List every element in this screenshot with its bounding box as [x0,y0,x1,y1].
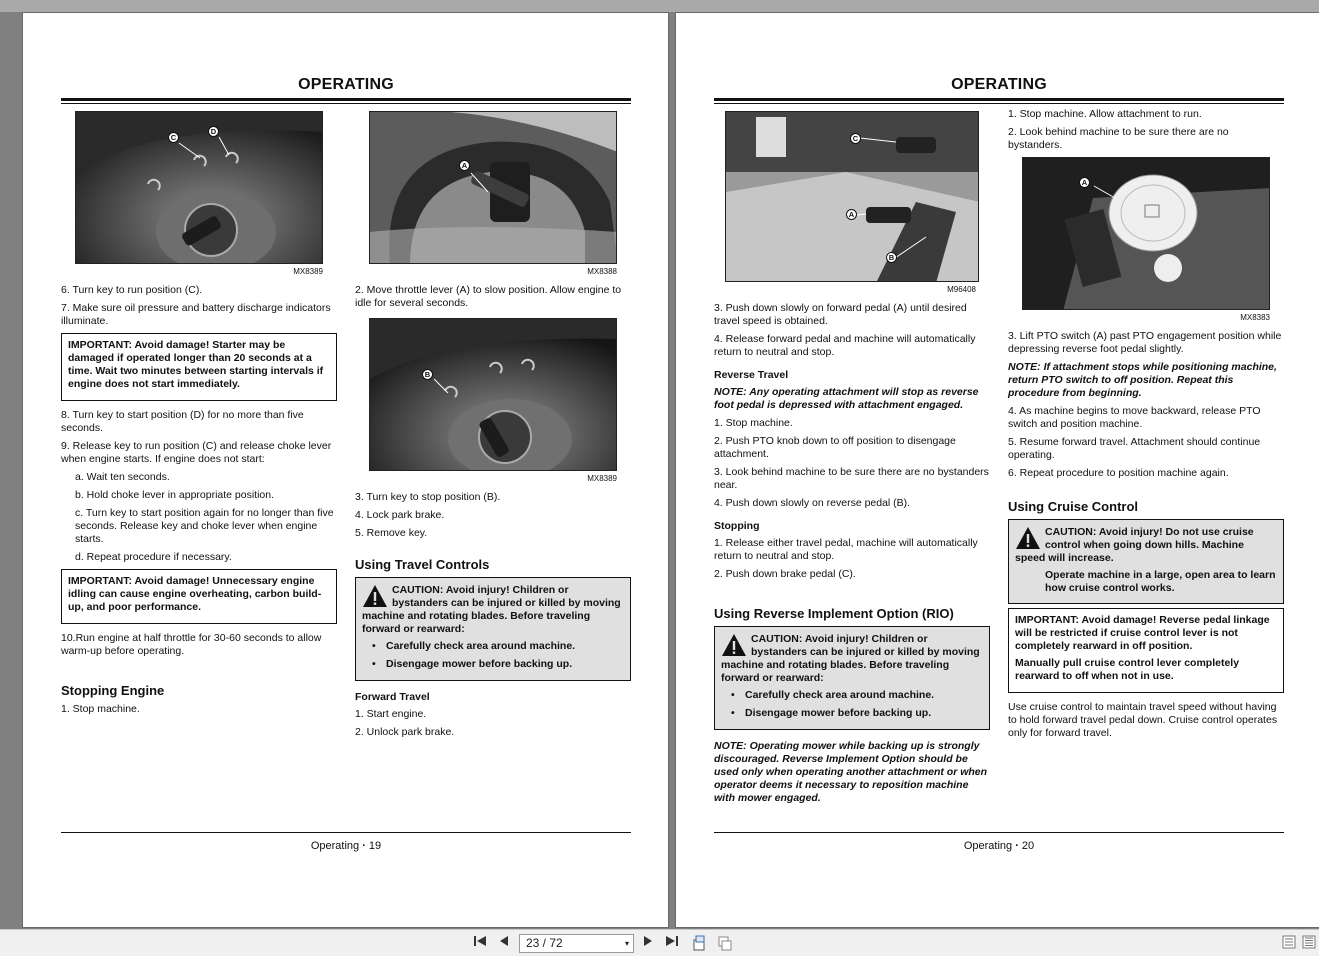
page-layout-icon[interactable] [1280,935,1298,952]
section-heading: Stopping Engine [61,683,165,698]
step-text: 3. Turn key to stop position (B). [355,491,501,503]
step-text: 1. Stop machine. [714,417,793,429]
step-text: 4. Lock park brake. [355,509,445,521]
caution-box [1008,519,1284,604]
step-text: 2. Move throttle lever (A) to slow position. Allow engine to idle for several seconds. [355,284,622,309]
photo-caption: MX8389 [587,474,617,483]
warning-triangle-icon [721,633,747,657]
footer-page-number: 20 [1021,840,1035,852]
important-box [1008,608,1284,693]
caution-bullet: • Carefully check area around machine. [721,689,983,702]
warning-triangle-icon [1015,526,1041,550]
warning-triangle-icon [362,584,388,608]
throttle-lever-image [370,112,617,264]
note-text: NOTE: If attachment stops while positioning machine, return PTO switch to off position. Repeat this procedure from beginning. [1008,361,1277,399]
prev-page-icon[interactable] [495,935,513,952]
footer-label: Operating [310,840,360,852]
step-text: 1. Release either travel pedal, machine will automatically return to neutral and stop. [714,537,978,562]
important-box [61,333,337,401]
important-text: Manually pull cruise control lever completely rearward to off when not in use. [1015,657,1240,682]
step-text: 1. Stop machine. Allow attachment to run. [1008,108,1202,120]
pto-switch-image [1023,158,1270,310]
important-text: IMPORTANT: Avoid damage! Unnecessary engine idling can cause engine overheating, carbon build-up, and poor performance. [68,575,322,613]
header-rule [714,98,1284,101]
step-text: 2. Look behind machine to be sure there are no bystanders. [1008,126,1229,151]
caution-box [355,577,631,681]
callout-c: C [850,133,861,144]
note-text: NOTE: Operating mower while backing up is strongly discouraged. Reverse Implement Option should be used only when operating another attachment or when operator deems it necessary to reposition machine with mower engaged. [714,740,988,804]
step-text: 3. Lift PTO switch (A) past PTO engagement position while depressing reverse foot pedal slightly. [1008,330,1282,355]
page-header: OPERATING [298,76,394,93]
step-text: 4. Push down slowly on reverse pedal (B). [714,497,911,509]
callout-b: B [886,252,897,263]
page-header: OPERATING [951,76,1047,93]
ignition-panel-image [76,112,323,264]
right-column-1 [714,111,990,810]
photo-key-stop [369,318,617,471]
substep-text: b. Hold choke lever in appropriate position. [75,489,275,501]
left-column-2 [355,111,631,744]
photo-throttle-lever [369,111,617,264]
caution-text: CAUTION: Avoid injury! Do not use cruise control when going down hills. Machine speed will increase. [1015,526,1254,564]
step-text: 5. Remove key. [355,527,428,539]
callout-d: D [208,126,219,137]
continuous-view-icon[interactable] [716,935,734,952]
step-text: 2. Push PTO knob down to off position to disengage attachment. [714,435,956,460]
photo-caption: MX8388 [587,267,617,276]
substep-text: d. Repeat procedure if necessary. [75,551,232,563]
footer-label: Operating [963,840,1013,852]
step-text: 1. Start engine. [355,708,427,720]
page-footer: Operating · 19 [310,840,382,852]
note-text: NOTE: Any operating attachment will stop as reverse foot pedal is depressed with attachment engaged. [714,386,979,411]
section-heading: Using Travel Controls [355,557,490,572]
next-page-icon[interactable] [639,935,657,952]
caution-text: CAUTION: Avoid injury! Children or bystanders can be injured or killed by moving machine and rotating blades. Before traveling forward or rearward: [362,584,621,635]
step-text: 2. Unlock park brake. [355,726,455,738]
photo-caption: MX8383 [1240,313,1270,322]
pdf-page-left [22,12,669,928]
section-heading: Using Reverse Implement Option (RIO) [714,606,954,621]
step-text: 3. Push down slowly on forward pedal (A) until desired travel speed is obtained. [714,302,967,327]
step-text: 6. Turn key to run position (C). [61,284,203,296]
caution-box [714,626,990,730]
sub-heading: Forward Travel [355,691,430,703]
chevron-down-icon: ▾ [624,939,629,948]
footer-rule [714,832,1284,833]
pdf-page-right [675,12,1319,928]
photo-ignition-panel [75,111,323,264]
footer-rule [61,832,631,833]
important-box [61,569,337,624]
caution-bullet: • Disengage mower before backing up. [721,707,983,720]
step-text: 2. Push down brake pedal (C). [714,568,856,580]
viewer-toolbar [0,929,1319,956]
step-text: 3. Look behind machine to be sure there are no bystanders near. [714,466,989,491]
key-stop-image [370,319,617,471]
last-page-icon[interactable] [663,935,681,952]
photo-caption: M96408 [947,285,976,294]
substep-text: c. Turn key to start position again for no longer than five seconds. Release key and choke lever when engine starts. [75,507,334,545]
header-rule [61,98,631,101]
step-text: 8. Turn key to start position (D) for no more than five seconds. [61,409,304,434]
left-column-1 [61,111,337,721]
photo-caption: MX8389 [293,267,323,276]
caution-bullet: • Disengage mower before backing up. [362,658,624,671]
step-text: 7. Make sure oil pressure and battery discharge indicators illuminate. [61,302,331,327]
important-text: IMPORTANT: Avoid damage! Reverse pedal linkage will be restricted if cruise control lever is not completely rearward in off position. [1015,614,1270,652]
page-number-select[interactable] [519,934,634,953]
important-text: IMPORTANT: Avoid damage! Starter may be damaged if operated longer than 20 seconds at a time. Wait two minutes between starting intervals if engine does not start immediately. [68,339,324,390]
sub-heading: Reverse Travel [714,369,789,381]
step-text: 4. Release forward pedal and machine will automatically return to neutral and stop. [714,333,976,358]
photo-travel-pedals [725,111,979,282]
step-text: 10.Run engine at half throttle for 30-60 seconds to allow warm-up before operating. [61,632,322,657]
callout-a: A [459,160,470,171]
step-text: 5. Resume forward travel. Attachment should continue operating. [1008,436,1261,461]
single-page-view-icon[interactable] [690,935,708,952]
sub-heading: Stopping [714,520,760,532]
photo-pto-switch [1022,157,1270,310]
callout-b: B [422,369,433,380]
step-text: 6. Repeat procedure to position machine again. [1008,467,1229,479]
callout-c: C [168,132,179,143]
step-text: 1. Stop machine. [61,703,140,715]
substep-text: a. Wait ten seconds. [75,471,170,483]
viewer-top-strip [0,0,1319,12]
page-footer: Operating · 20 [963,840,1035,852]
callout-a: A [1079,177,1090,188]
caution-bullet: • Carefully check area around machine. [362,640,624,653]
caution-text: CAUTION: Avoid injury! Children or bystanders can be injured or killed by moving machine and rotating blades. Before traveling forward or rearward: [721,633,980,684]
page-indicator: 23 / 72 [526,936,563,950]
paragraph-text: Use cruise control to maintain travel speed without having to hold forward travel pedal down. Cruise control operates only for forward travel. [1008,701,1278,739]
right-column-2 [1008,108,1284,745]
caution-text: Operate machine in a large, open area to learn how cruise control works. [1045,569,1276,594]
two-page-layout-icon[interactable] [1300,935,1318,952]
step-text: 9. Release key to run position (C) and release choke lever when engine starts. If engine does not start: [61,440,332,465]
footer-page-number: 19 [368,840,382,852]
section-heading: Using Cruise Control [1008,499,1139,514]
step-text: 4. As machine begins to move backward, release PTO switch and position machine. [1008,405,1261,430]
callout-a: A [846,209,857,220]
first-page-icon[interactable] [471,935,489,952]
